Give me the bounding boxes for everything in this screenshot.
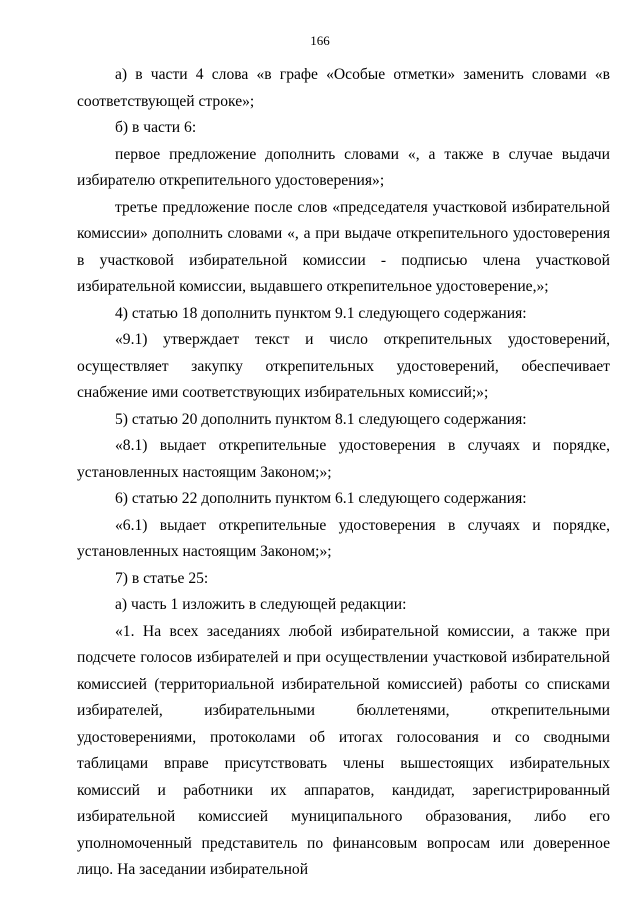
paragraph: «9.1) утверждает текст и число открепительных удостоверений, осуществляет закупку открепительных удостоверений, обеспечивает снабжение ими соответствующих избирательных комиссий;»;	[77, 331, 610, 401]
paragraph: «1. На всех заседаниях любой избирательной комиссии, а также при подсчете голосов избирателей и при осуществлении участковой избирательной комиссией (территориальной избирательной комиссией) работы со списками избирателей, избирательными бюллетенями, открепительными удостоверениями, протоколами об итогах голосования и со сводными таблицами вправе присутствовать члены вышестоящих избирательных комиссий и работники их аппаратов, кандидат, зарегистрированный избирательной комиссией муниципального образования, либо его уполномоченный представитель по финансовым вопросам или доверенное лицо. На заседании избирательной	[77, 622, 610, 878]
paragraph: б) в части 6:	[115, 119, 197, 136]
paragraph: а) в части 4 слова «в графе «Особые отметки» заменить словами «в соответствующей строке»;	[77, 66, 610, 110]
paragraph: «6.1) выдает открепительные удостоверения в случаях и порядке, установленных настоящим Законом;»;	[77, 516, 610, 560]
paragraph: 7) в статье 25:	[115, 569, 209, 587]
paragraph: 5) статью 20 дополнить пунктом 8.1 следующего содержания:	[115, 410, 527, 428]
paragraph: 4) статью 18 дополнить пунктом 9.1 следующего содержания:	[115, 304, 527, 322]
page-number: 166	[310, 33, 330, 48]
document-body	[77, 62, 610, 884]
paragraph: «8.1) выдает открепительные удостоверения в случаях и порядке, установленных настоящим Законом;»;	[77, 437, 610, 481]
paragraph: а) часть 1 изложить в следующей редакции:	[115, 596, 407, 613]
paragraph: третье предложение после слов «председателя участковой избирательной комиссии» дополнить словами «, а при выдаче открепительного удостоверения в участковой избирательной комиссии - подписью члена участковой избирательной комиссии, выдавшего открепительное удостоверение,»;	[77, 198, 610, 295]
paragraph: первое предложение дополнить словами «, а также в случае выдачи избирателю открепительного удостоверения»;	[77, 145, 610, 189]
paragraph: 6) статью 22 дополнить пунктом 6.1 следующего содержания:	[115, 490, 527, 507]
